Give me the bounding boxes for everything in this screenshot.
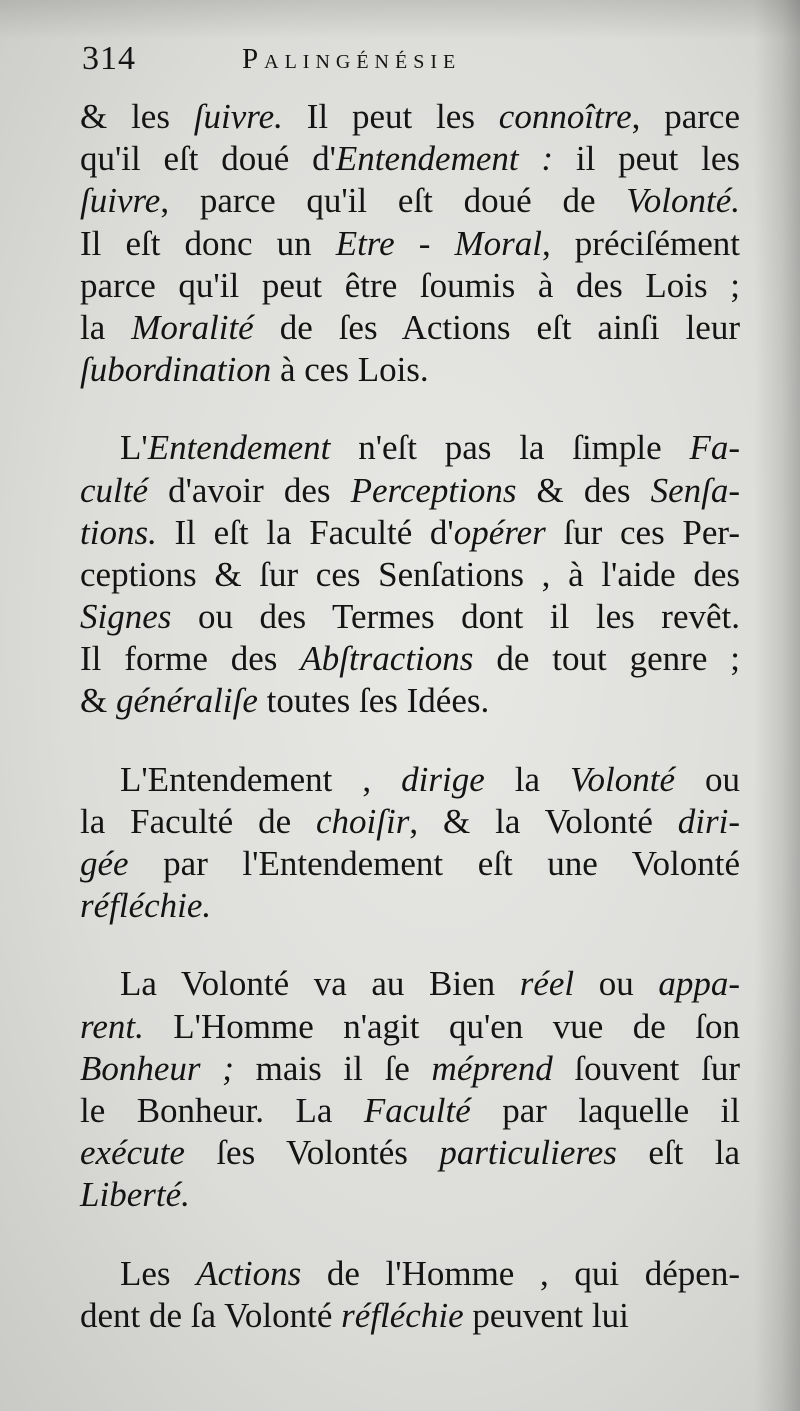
text-line — [80, 554, 740, 596]
roman-text: de tout genre ; — [473, 639, 740, 679]
italic-text: Perceptions — [350, 470, 517, 510]
roman-text: & — [80, 681, 116, 721]
italic-text: rent. — [80, 1006, 144, 1046]
italic-text: exécute — [80, 1133, 185, 1173]
italic-text: Volonté. — [626, 181, 740, 221]
roman-text: mais il ſe — [233, 1048, 432, 1088]
text-line — [80, 1006, 740, 1048]
italic-text: réel — [519, 964, 575, 1004]
italic-text: opérer — [453, 512, 546, 552]
italic-text: Etre - Moral — [335, 223, 542, 263]
paragraph — [80, 759, 740, 928]
roman-text: n'eſt pas la ſimple — [330, 428, 690, 468]
roman-text: eſt la — [616, 1133, 740, 1173]
roman-text: il peut les — [553, 139, 741, 179]
text-line — [80, 1090, 740, 1132]
text-line — [80, 596, 740, 638]
italic-text: ſuivre. — [193, 97, 283, 136]
text-line — [80, 963, 740, 1005]
roman-text: de l'Homme , qui dépen- — [301, 1253, 740, 1293]
roman-text: d'avoir des — [148, 470, 351, 510]
text-line — [80, 307, 740, 349]
roman-text: , & la Volonté — [409, 801, 678, 841]
text-line — [80, 180, 740, 222]
italic-text: dirige — [401, 759, 485, 799]
roman-text: ou — [675, 759, 741, 799]
italic-text: choiſir — [316, 801, 410, 841]
paragraph — [80, 963, 740, 1216]
text-line — [80, 96, 740, 138]
roman-text: la Faculté de — [80, 801, 316, 841]
italic-text: Liberté. — [80, 1175, 190, 1215]
paragraph — [80, 427, 740, 722]
text-line — [80, 512, 740, 554]
italic-text: Faculté — [363, 1090, 471, 1130]
roman-text: de ſes Actions eſt ainſi leur — [253, 307, 740, 347]
italic-text: appa- — [658, 964, 741, 1004]
running-header — [82, 40, 742, 92]
roman-text: parce qu'il peut être ſoumis à des Lois ; — [80, 265, 740, 305]
roman-text: , préciſément — [541, 223, 740, 263]
text-line — [80, 801, 740, 843]
roman-text: la — [80, 307, 132, 347]
text-line — [80, 1048, 740, 1090]
roman-text: Les — [120, 1253, 197, 1293]
italic-text: réfléchie. — [80, 886, 212, 926]
page-top-shadow — [0, 0, 800, 40]
italic-text: Fa- — [689, 428, 740, 468]
italic-text: Entendement — [147, 428, 331, 468]
text-line — [80, 1295, 740, 1337]
roman-text: Il forme des — [80, 639, 301, 679]
text-line — [80, 885, 740, 927]
italic-text: tions. — [80, 512, 157, 552]
running-title: Palingénésie — [242, 43, 462, 75]
roman-text: ſes Volontés — [184, 1133, 440, 1173]
page-edge-shadow — [754, 0, 800, 1411]
roman-text: ſouvent ſur — [552, 1048, 740, 1088]
paragraph — [80, 1253, 740, 1337]
text-line — [80, 1132, 740, 1174]
italic-text: Moralité — [131, 307, 254, 347]
roman-text: Il eſt la Faculté d' — [156, 512, 454, 552]
roman-text: par l'Entendement eſt une Volonté — [128, 844, 740, 883]
roman-text: & des — [516, 470, 651, 510]
text-line — [80, 759, 740, 801]
text-line — [80, 638, 740, 680]
italic-text: généraliſe — [115, 681, 258, 721]
italic-text: Actions — [196, 1253, 302, 1293]
text-line — [80, 843, 740, 885]
page-number: 314 — [82, 40, 136, 77]
text-line — [80, 265, 740, 307]
roman-text: dent de ſa Volonté — [80, 1295, 342, 1335]
roman-text: & les — [80, 97, 194, 136]
body-text — [80, 96, 740, 1337]
roman-text: La Volonté va au Bien — [120, 964, 520, 1004]
text-line — [80, 470, 740, 512]
roman-text: le Bonheur. La — [80, 1090, 364, 1130]
text-line — [80, 680, 740, 722]
text-line — [80, 349, 740, 391]
italic-text: diri- — [677, 801, 740, 841]
roman-text: à ces Lois. — [271, 350, 429, 390]
italic-text: connoître — [498, 97, 632, 136]
roman-text: , parce qu'il eſt doué de — [160, 181, 627, 221]
italic-text: Abſtractions — [300, 639, 474, 679]
roman-text: par laquelle il — [470, 1090, 741, 1130]
roman-text: ou — [574, 964, 659, 1004]
italic-text: ſuivre — [80, 181, 161, 221]
italic-text: Bonheur ; — [80, 1048, 234, 1088]
paragraph — [80, 96, 740, 391]
roman-text: L'Entendement , — [120, 759, 402, 799]
roman-text: Il peut les — [282, 97, 499, 136]
roman-text: L'Homme n'agit qu'en vue de ſon — [143, 1006, 740, 1046]
italic-text: Senſa- — [650, 470, 740, 510]
roman-text: la — [484, 759, 571, 799]
italic-text: culté — [80, 470, 149, 510]
text-line — [80, 1174, 740, 1216]
roman-text: ceptions & ſur ces Senſations , à l'aide des — [80, 554, 740, 594]
text-line — [80, 1253, 740, 1295]
text-line — [80, 223, 740, 265]
roman-text: , parce — [631, 97, 740, 136]
italic-text: particulieres — [439, 1133, 617, 1173]
text-line — [80, 427, 740, 469]
text-line — [80, 138, 740, 180]
italic-text: méprend — [431, 1048, 553, 1088]
roman-text: peuvent lui — [463, 1295, 629, 1335]
italic-text: Entendement : — [335, 139, 554, 179]
roman-text: L' — [120, 428, 148, 468]
italic-text: ſubordination — [80, 350, 272, 390]
roman-text: Il eſt donc un — [80, 223, 336, 263]
italic-text: Volonté — [570, 759, 675, 799]
italic-text: réfléchie — [341, 1295, 464, 1335]
roman-text: toutes ſes Idées. — [257, 681, 490, 721]
roman-text: ſur ces Per- — [545, 512, 740, 552]
italic-text: Signes — [80, 597, 172, 637]
roman-text: qu'il eſt doué d' — [80, 139, 336, 179]
roman-text: ou des Termes dont il les revêt. — [171, 597, 740, 637]
italic-text: gée — [80, 844, 129, 883]
